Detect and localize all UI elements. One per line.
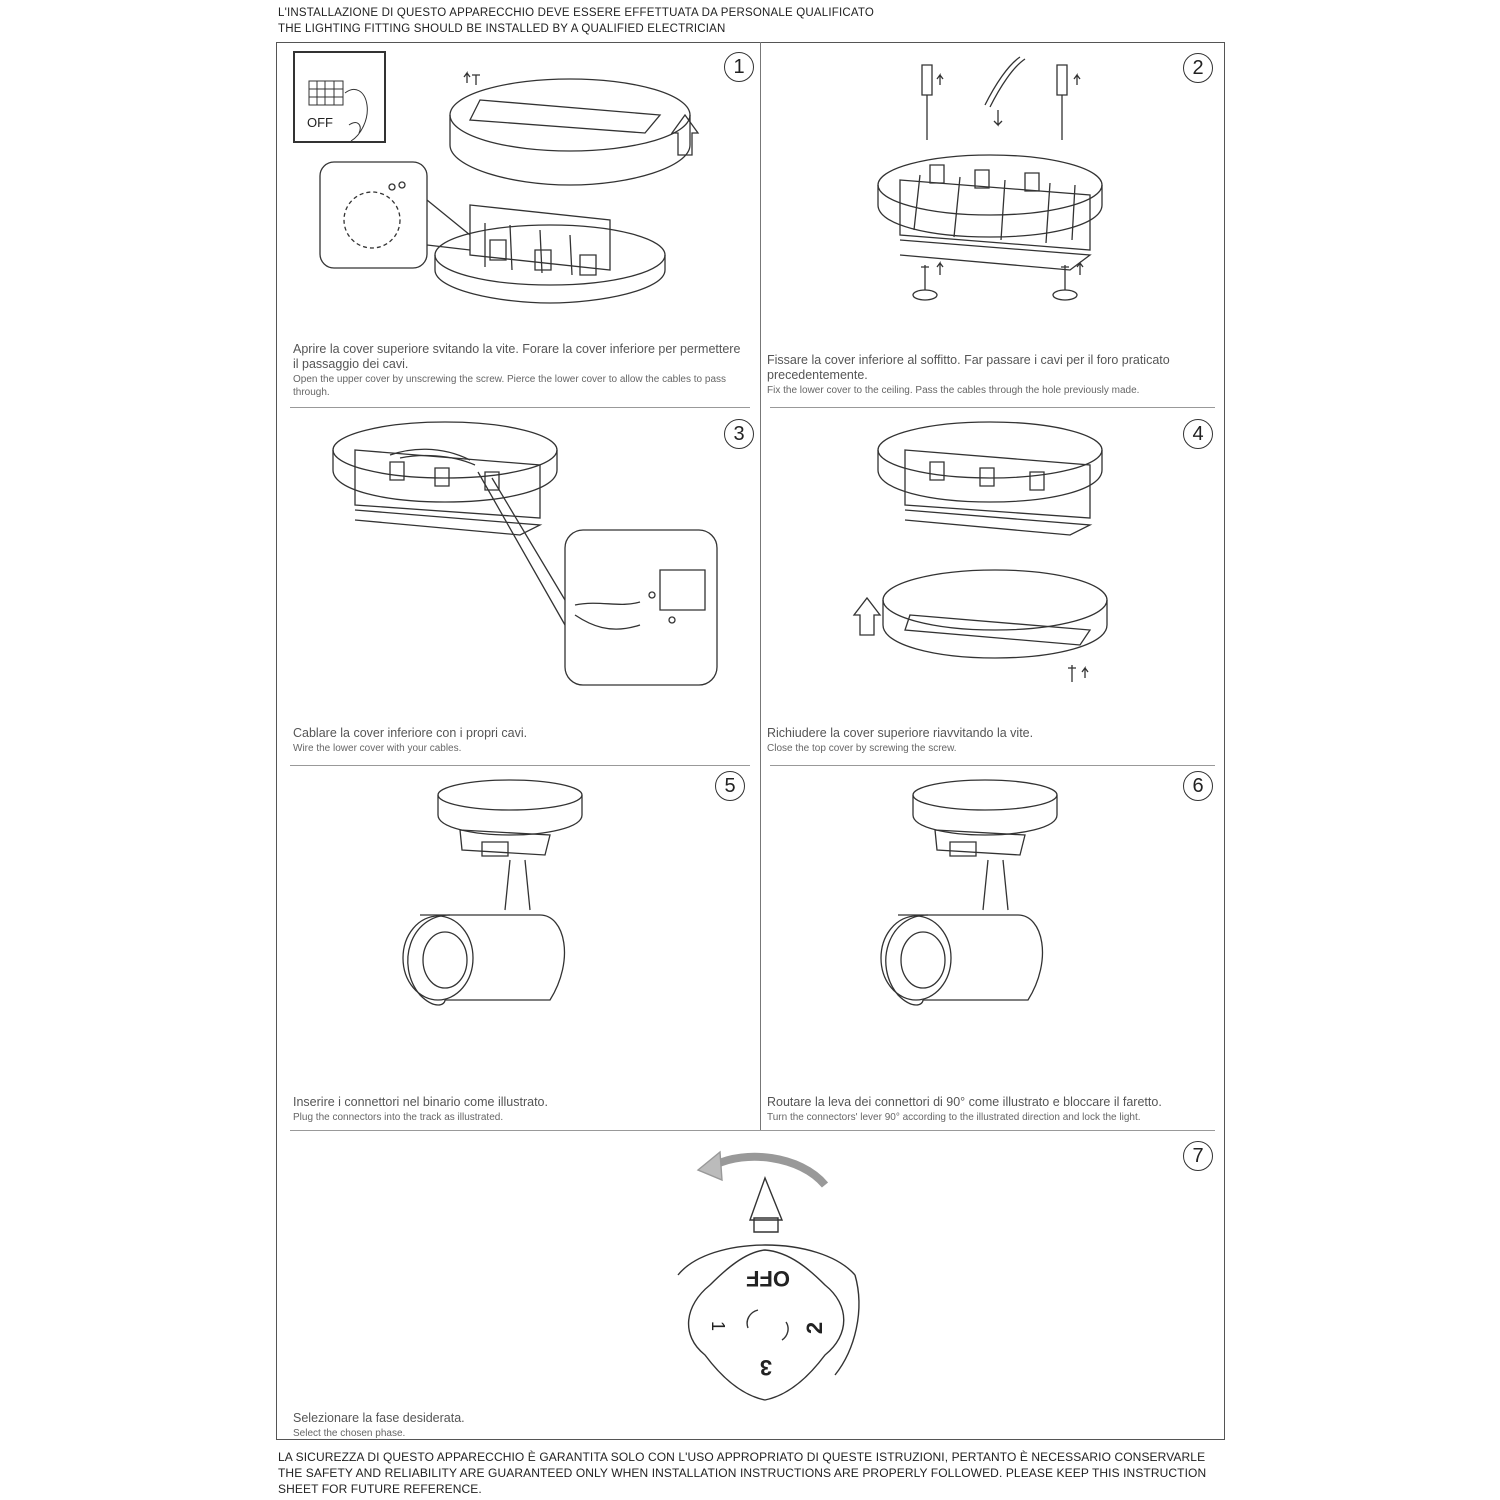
footer-safety-it: LA SICUREZZA DI QUESTO APPARECCHIO È GARANTITA SOLO CON L'USO APPROPRIATO DI QUESTE ISTRUZIONI, PERTANTO È NECESSARIO CONSERVARLE [278,1450,1206,1464]
step7-caption [293,1411,743,1440]
step7-text-it: Selezionare la fase desiderata. [293,1411,465,1425]
step1-text-it: Aprire la cover superiore svitando la vite. Forare la cover inferiore per permettere il passaggio dei cavi. [293,342,741,371]
step6-text-it: Routare la leva dei connettori di 90° come illustrato e bloccare il faretto. [767,1095,1162,1109]
column-divider-top [760,42,761,765]
footer-safety-en: THE SAFETY AND RELIABILITY ARE GUARANTEED ONLY WHEN INSTALLATION INSTRUCTIONS ARE PROPERLY FOLLOWED. PLEASE KEEP THIS INSTRUCTION [278,1466,1207,1480]
step3-illustration [300,410,740,710]
step2-caption [767,353,1217,397]
header-warning-en: THE LIGHTING FITTING SHOULD BE INSTALLED BY A QUALIFIED ELECTRICIAN [278,23,726,35]
step-number-6: 6 [1183,771,1213,801]
dial-label-1: 1 [708,1320,728,1332]
footer-safety-en-cont: SHEET FOR FUTURE REFERENCE. [278,1482,482,1496]
step6-caption [767,1095,1217,1124]
row-divider-1-left [290,407,750,408]
step3-text-en: Wire the lower cover with your cables. [293,743,462,754]
step-number-7: 7 [1183,1141,1213,1171]
step1-caption [293,342,743,399]
column-divider-bottom [760,765,761,1130]
step5-caption [293,1095,743,1124]
phase-dial [650,1140,910,1440]
step2-text-it: Fissare la cover inferiore al soffitto. Far passare i cavi per il foro praticato precedentemente. [767,353,1170,382]
step6-illustration [860,770,1160,1090]
row-divider-2-right [770,765,1215,766]
step2-illustration [770,45,1210,345]
step-number-5: 5 [715,771,745,801]
step2-text-en: Fix the lower cover to the ceiling. Pass the cables through the hole previously made. [767,385,1140,396]
step1-illustration [280,45,760,345]
dial-label-3: 3 [759,1355,773,1380]
step-number-4: 4 [1183,419,1213,449]
row-divider-3 [290,1130,1215,1131]
step1-text-en: Open the upper cover by unscrewing the screw. Pierce the lower cover to allow the cables to pass through. [293,374,727,398]
step7-text-en: Select the chosen phase. [293,1428,406,1439]
step4-caption [767,726,1217,755]
step3-text-it: Cablare la cover inferiore con i propri cavi. [293,726,528,740]
dial-label-2: 2 [802,1321,827,1335]
dial-label-off: OFF [746,1266,790,1291]
step4-illustration [770,410,1210,710]
step4-text-en: Close the top cover by screwing the screw. [767,743,957,754]
step6-text-en: Turn the connectors' lever 90° according to the illustrated direction and lock the light. [767,1112,1141,1123]
header-warning-it: L'INSTALLAZIONE DI QUESTO APPARECCHIO DEVE ESSERE EFFETTUATA DA PERSONALE QUALIFICATO [278,7,875,19]
row-divider-1-right [770,407,1215,408]
power-off-label: OFF [307,115,333,130]
step-number-2: 2 [1183,53,1213,83]
step4-text-it: Richiudere la cover superiore riavvitando la vite. [767,726,1034,740]
step5-text-en: Plug the connectors into the track as illustrated. [293,1112,504,1123]
step5-illustration [390,770,690,1090]
step-number-3: 3 [724,419,754,449]
row-divider-2-left [290,765,750,766]
step5-text-it: Inserire i connettori nel binario come illustrato. [293,1095,548,1109]
step3-caption [293,726,743,755]
step-number-1: 1 [724,52,754,82]
